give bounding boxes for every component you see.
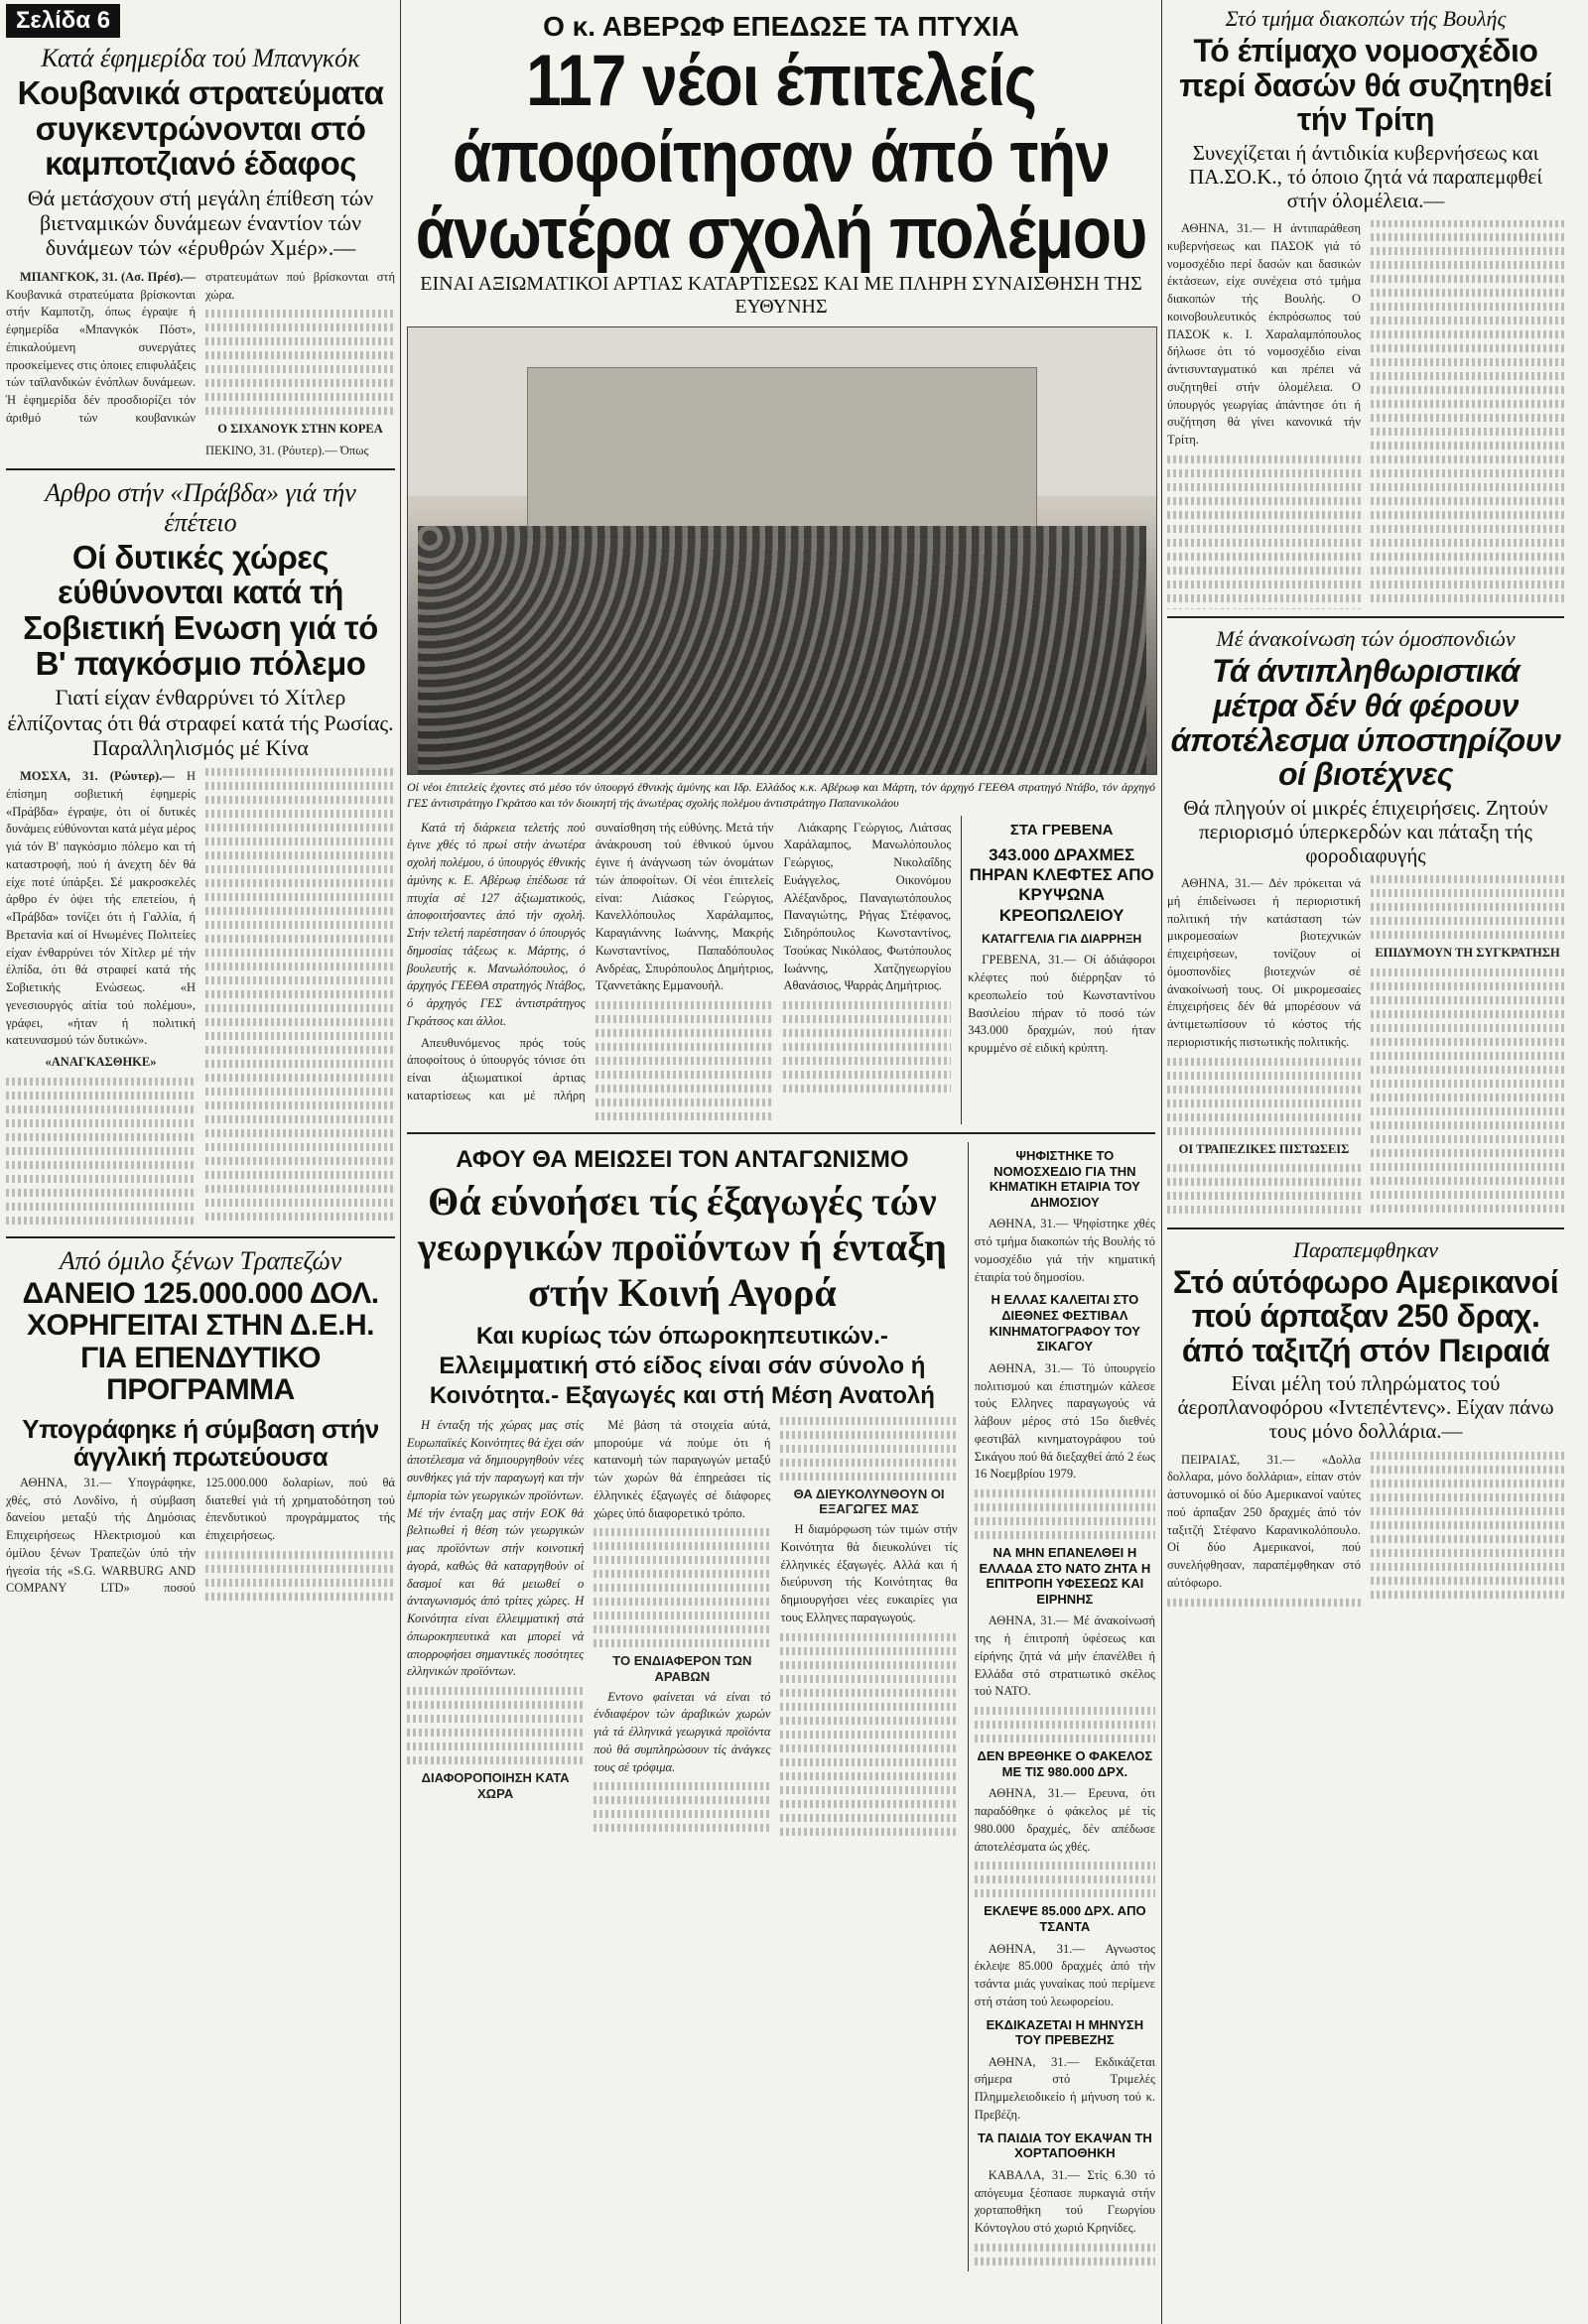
cuba-dateline: ΜΠΑΝΓΚΟΚ, 31. (Ασ. Πρέσ).—: [20, 269, 196, 284]
sihanouk-dateline: ΠΕΚΙΝΟ, 31. (Ρόυτερ).— Όπως: [205, 444, 369, 458]
loan-article: [6, 1475, 395, 1603]
loan-subheadline: Υπογράφηκε ή σύμβαση στήν άγγλική πρωτεύουσα: [22, 1413, 379, 1472]
artisans-body: ΑΘΗΝΑ, 31.— Δέν πρόκειται νά μή έπιδείνωσει ή περιοριστική πολιτική τήν κατάσταση τών μικρομεσαίων βιοτεχνικών έπιχειρήσεων, τονίζουν οί όμοσπονδίες βιοτεχνών σέ άνακοίνωσή τους. Οί μικρομεσαίες έπιχειρήσεις δέν θά μπορέσουν νά άντιμετωπίσουν τό κόστος τής περιοριστικής πιστωτικής πολιτικής.: [1167, 876, 1361, 1049]
grevena-place: ΣΤΑ ΓΡΕΒΕΝΑ: [1009, 821, 1114, 839]
right-column: [1167, 0, 1564, 1613]
vote-body: ΑΘΗΝΑ, 31.— Ψηφίστηκε χθές στό τμήμα διακοπών τής Βουλής τό νομοσχέδιο γιά τήν κηματική έταιρία τού δημοσίου.: [974, 1217, 1155, 1284]
nato-body: ΑΘΗΝΑ, 31.— Μέ άνακοίνωσή της ή έπιτροπή ύφέσεως και είρήνης ζητά νά μήν έπανέλθει ή Ελλάδα στό στρατιωτικό σκέλος τού ΝΑΤΟ.: [974, 1614, 1155, 1699]
sihanouk-subhead: Ο ΣΙΧΑΝΟΥΚ ΣΤΗΝ ΚΟΡΕΑ: [217, 422, 383, 437]
eec-subhead-exports: ΘΑ ΔΙΕΥΚΟΛΥΝΘΟΥΝ ΟΙ ΕΞΑΓΩΓΕΣ ΜΑΣ: [793, 1485, 945, 1517]
eec-body: Η ένταξη τής χώρας μας στίς Ευρωπαϊκές Κοινότητες θά έχει σάν άποτέλεσμα νά δημιουργηθούν νέες συνθήκες γιά τήν παραγωγή και τήν έμπορία τών γεωργικών προϊόντων. Μέ τήν ένταξη μας στήν ΕΟΚ θά βελτιωθεί ή θέση τών γεωργικών μας προϊόντων στήν κοινοτική άγορά, καθώς θά καταργηθούν οί δασμοί και θά μειωθεί ο άνταγωνισμός άπό τρίτες χώρες. Η Κοινότητα είναι έλλειμματική στά όπωροκηπευτικά και μπορεί νά απορροφήσει σημαντικές ποσότητες ελληνικών προϊόντων.: [407, 1417, 585, 1679]
cuba-kicker: Κατά έφημερίδα τού Μπανγκόκ: [41, 44, 360, 72]
piraeus-headline: Στό αύτόφωρο Αμερικανοί πού άρπαξαν 250 δραχ. άπό ταξιτζή στόν Πειραιά: [1172, 1263, 1559, 1368]
eec-kicker: ΑΦΟΥ ΘΑ ΜΕΙΩΣΕΙ ΤΟΝ ΑΝΤΑΓΩΝΙΣΜΟ: [456, 1146, 909, 1174]
preveza-headline: ΕΚΔΙΚΑΖΕΤΑΙ Η ΜΗΝΥΣΗ ΤΟΥ ΠΡΕΒΕΖΗΣ: [986, 2016, 1144, 2048]
grevena-article: [968, 952, 1155, 1058]
artisans-inline-restraint: ΕΠΙΔΥΜΟΥΝ ΤΗ ΣΥΓΚΡΑΤΗΣΗ: [1375, 946, 1560, 961]
vote-headline: ΨΗΦΙΣΤΗΚΕ ΤΟ ΝΟΜΟΣΧΕΔΙΟ ΓΙΑ ΤΗΝ ΚΗΜΑΤΙΚΗ ΕΤΑΙΡΙΑ ΤΟΥ ΔΗΜΟΣΙΟΥ: [989, 1148, 1140, 1210]
averof-headline: 117 νέοι έπιτελείς άποφοίτησαν άπό τήν άνωτέρα σχολή πολέμου: [415, 39, 1147, 275]
averof-subheadline: ΕΙΝΑΙ ΑΞΙΩΜΑΤΙΚΟΙ ΑΡΤΙΑΣ ΚΑΤΑΡΤΙΣΕΩΣ ΚΑΙ ΜΕ ΠΛΗΡΗ ΣΥΝΑΙΣΘΗΣΗ ΤΗΣ ΕΥΘΥΝΗΣ: [420, 273, 1142, 319]
barn-fire-body: ΚΑΒΑΛΑ, 31.— Στίς 6.30 τό απόγευμα ξέσπασε πυρκαγιά στήν χορταποθήκη τού Γεωργίου Κόντογλου στό χωριό Κρηνίδες.: [974, 2167, 1155, 2236]
loan-kicker: Από όμιλο ξένων Τραπεζών: [59, 1246, 342, 1276]
pravda-article: [6, 768, 395, 1228]
bag-theft-body: ΑΘΗΝΑ, 31.— Αγνωστος έκλεψε 85.000 δραχμές άπό τήν τσάντα μιάς γυναίκας πού περίμενε στή στάση τού λεωφορείου.: [974, 1941, 1155, 2008]
pravda-dateline: ΜΟΣΧΑ, 31. (Ρώυτερ).—: [20, 769, 175, 784]
averof-kicker: Ο κ. ΑΒΕΡΩΦ ΕΠΕΔΩΣΕ ΤΑ ΠΤΥΧΙΑ: [543, 11, 1019, 42]
graduates-list-body: Λιάκαρης Γεώργιος, Λιάτσας Χαράλαμπος, Μανωλόπουλος Γεώργιος, Νικολαΐδης Ευάγγελος, Οικονόμου Αλέξανδρος, Παναγιωτόπουλος Παναγιώτης, Ρήγας Στέφανος, Σιδηρόπουλος Κωνσταντίνος, Τσούκας Νικόλαος, Φωτόπουλος Ιωάννης, Χατζηγεωργίου Αθανάσιος, Ψαρράς Δημήτριος.: [783, 820, 952, 993]
pravda-inline-head: «ΑΝΑΓΚΑΣΘΗΚΕ»: [45, 1055, 157, 1070]
grevena-subhead: ΚΑΤΑΓΓΕΛΙΑ ΓΙΑ ΔΙΑΡΡΗΞΗ: [982, 932, 1142, 947]
nato-headline: ΝΑ ΜΗΝ ΕΠΑΝΕΛΘΕΙ Η ΕΛΛΑΔΑ ΣΤΟ ΝΑΤΟ ΖΗΤΑ Η ΕΠΙΤΡΟΠΗ ΥΦΕΣΕΩΣ ΚΑΙ ΕΙΡΗΝΗΣ: [979, 1545, 1151, 1607]
barn-fire-headline: ΤΑ ΠΑΙΔΙΑ ΤΟΥ ΕΚΑΨΑΝ ΤΗ ΧΟΡΤΑΠΟΘΗΚΗ: [977, 2130, 1152, 2161]
eec-subhead-countries: ΔΙΑΦΟΡΟΠΟΙΗΣΗ ΚΑΤΑ ΧΩΡΑ: [421, 1770, 570, 1801]
cuba-headline: Κουβανικά στρατεύματα συγκεντρώνονται στό καμποτζιανό έδαφος: [17, 74, 384, 183]
column-rule-left: [400, 0, 401, 2324]
graduates-photo: [407, 326, 1157, 775]
cuba-subheadline: Θά μετάσχουν στή μεγάλη έπίθεση τών βιετναμικών δυνάμεων έναντίον τών δυνάμεων τών «έρυθρών Χμέρ».—: [27, 185, 374, 261]
pravda-headline: Οί δυτικές χώρες εύθύνονται κατά τή Σοβιετική Ενωση γιά τό Β' παγκόσμιο πόλεμο: [23, 538, 378, 682]
forests-subheadline: Συνεχίζεται ή άντιδικία κυβερνήσεως και ΠΑ.ΣΟ.Κ., τό όποιο ζητά νά παραπεμφθεί στήν όλομέλεια.—: [1188, 140, 1543, 212]
forests-article: [1167, 220, 1564, 608]
piraeus-body: ΠΕΙΡΑΙΑΣ, 31.— «Δολλα δολλαρα, μόνο δολλάρια», είπαν στόν άστυνομικό οί δύο Αμερικανοί ναύτες πού άρπαξαν 250 δραχμές άπό τόν ταξιτζή Στέφανο Καρανικολόπουλο. Οί δύο Αμερικανοί, πού συνελήφθησαν, παραπέμφθηκαν στό αύτόφωρο.: [1167, 1452, 1361, 1590]
artisans-kicker: Μέ άνακοίνωση τών όμοσπονδιών: [1216, 626, 1516, 652]
cuba-article: [6, 269, 395, 460]
averof-body-mid: Απευθυνόμενος πρός τούς άποφοίτους ό ύπουργός τόνισε ότι είναι άξιωματικοί άρτιας καταρτίσεως και μέ πλήρη συναίσθηση τής εύθύνης. Μετά τήν άνάκρουση τού έθνικού ύμνου έγινε ή άνάγνωση τών όνομάτων τών άποφοίτων. Οί νέοι έπιτελείς είναι: Λιάσκος Γεώργιος, Κανελλόπουλος Χαράλαμπος, Καραγιάννης Ιωάννης, Μακρής Κωνσταντίνος, Παπαδόπουλος Ανδρέας, Σπυρόπουλος Δημήτριος, Τζαννετάκης Εμμανουήλ.: [407, 820, 774, 1102]
averof-body-left: Κατά τή διάρκεια τελετής πού έγινε χθές τό πρωί στήν άνωτέρα σχολή πολέμου, ό ύπουργός έθνικής άμύνης κ. Ε. Αβέρωφ έπέδωσε τά πτυχία σέ 127 άξιωματικούς, άποφοιτήσαντες άπό τήν σχολή. Στήν τελετή παρέστησαν ό ύπουργός δημοσίας τάξεως κ. Μάρτης, ό βουλευτής κ. Μανωλόπουλος, ό άρχηγός ΓΕΕΘΑ στρατηγός Ντάβος, ό άρχηγός ΓΕΣ άντιστράτηγος Γκράτσος και άλλοι.: [407, 820, 586, 1028]
piraeus-subheadline: Είναι μέλη τού πληρώματος τού άεροπλανοφόρου «Ιντεπέντενς». Είχαν πάνω τους μόνο δολλάρια.—: [1177, 1371, 1554, 1444]
cuba-body: Κουβανικά στρατεύματα βρίσκονται στήν Καμποτζη, όπως έγραψε ή έφημερίδα «Μπανγκόκ Πόστ», έπικαλούμενη συνεργάτες προσκείμενες στις όποιες επιφυλάξεις τών ταϊλανδικών ένόπλων δυνάμεων. Ή έφημερίδα δέν προσδιορίζει τόν άριθμό τών κουβανικών στρατευμάτων πού βρίσκονται στή χώρα.: [6, 269, 395, 425]
chicago-body: ΑΘΗΝΑ, 31.— Τό ύπουργείο πολιτισμού και έπιστημών κάλεσε τούς Ελληνες παραγωγούς νά λάβουν μέρος στό 15ο διεθνές φεστιβάλ κινηματογράφου τού Σικάγου πού θά διεξαχθεί άπό 2 έως 16 Νοεμβρίου 1979.: [974, 1360, 1155, 1482]
graduates-photo-caption: Οί νέοι έπιτελείς έχοντες στό μέσο τόν ύπουργό έθνικής άμύνης και Ιδρ. Ελλάδος κ.κ. Αβέρωφ και Μάρτη, τόν άρχηγό ΓΕΕΘΑ στρατηγό Ντάβο, τόν άρχηγό ΓΕΣ άντιστράτηγο Γκράτσο και τόν διοικητή τής άνωτέρας σχολής πολέμου άντιστράτηγο Παπανικολάου: [407, 780, 1155, 811]
piraeus-kicker: Παραπεμφθηκαν: [1292, 1236, 1439, 1262]
graduates-list: [783, 820, 951, 1094]
grevena-headline: 343.000 ΔΡΑΧΜΕΣ ΠΗΡΑΝ ΚΛΕΦΤΕΣ ΑΠΟ ΚΡΥΨΩΝΑ ΚΡΕΟΠΩΛΕΙΟΥ: [969, 844, 1154, 925]
averof-article: [407, 820, 773, 1121]
forests-headline: Τό έπίμαχο νομοσχέδιο περί δασών θά συζητηθεί τήν Τρίτη: [1179, 33, 1552, 138]
artisans-subheadline: Θά πληγούν οί μικρές έπιχειρήσεις. Ζητούν περιορισμό ύπερκερδών και πάταξη τής φοροδιαφυγής: [1183, 795, 1548, 867]
eec-arabs-body: Εντονο φαίνεται νά είναι τό ένδιαφέρον τών άραβικών χωρών γιά τά έλληνικά γεωργικά προϊόντα πού θά συμπληρώσουν τίς άνάγκες τους σέ τρόφιμα.: [594, 1689, 771, 1774]
piraeus-article: [1167, 1452, 1564, 1609]
pravda-subheadline: Γιατί είχαν ένθαρρύνει τό Χίτλερ έλπίζοντας ότι θά στραφεί κατά τής Ρωσίας. Παραλληλισμός μέ Κίνα: [7, 685, 394, 760]
center-column: [407, 0, 1155, 2271]
column-rule-right: [1161, 0, 1162, 2324]
forests-body: ΑΘΗΝΑ, 31.— Η άντιπαράθεση κυβερνήσεως και ΠΑΣΟΚ γιά τό νομοσχέδιο περί δασών και δασικών έκτάσεων, είχε συνέχεια στό τμήμα διακοπών τής Βουλής. Ο κοινοβουλευτικός έκπρόσωπος τού ΠΑΣΟΚ κ. Ι. Χαραλαμπόπουλος δήλωσε ότι τό νομοσχέδιο είναι άντισυνταγματικό και πρέπει νά συζητηθεί στήν όλομέλεια. Ο ύπουργός γεωργίας άπάντησε ότι ή συζήτηση θά γίνει κανονικά τήν Τρίτη.: [1167, 221, 1361, 448]
eec-exports-body: Η διαμόρφωση τών τιμών στήν Κοινότητα θά διευκολύνει τίς έλληνικές έξαγωγές. Αλλά και ή διεύρυνση τής Κοινότητας θα δημιουργήσει νέες ευκαιρίες για τους Ελληνες παραγωγούς.: [780, 1522, 958, 1624]
artisans-article: [1167, 875, 1564, 1220]
eec-article: [407, 1417, 958, 1836]
forests-kicker: Στό τμήμα διακοπών τής Βουλής: [1225, 6, 1507, 31]
page-label: Σελίδα 6: [6, 4, 120, 38]
eec-subhead-arabs: ΤΟ ΕΝΔΙΑΦΕΡΟΝ ΤΩΝ ΑΡΑΒΩΝ: [612, 1653, 752, 1684]
artisans-headline: Τά άντιπληθωριστικά μέτρα δέν θά φέρουν άποτέλεσμα ύποστηρίζουν οί βιοτέχνες: [1170, 653, 1561, 793]
eec-subheadline: Και κυρίως τών όπωροκηπευτικών.- Ελλειμματική στό είδος είναι σάν σύνολο ή Κοινότητα.- Εξαγωγές και στή Μέση Ανατολή: [429, 1322, 935, 1409]
left-column: [6, 0, 395, 1606]
artisans-inline-credit: ΟΙ ΤΡΑΠΕΖΙΚΕΣ ΠΙΣΤΩΣΕΙΣ: [1178, 1141, 1350, 1156]
envelope-body: ΑΘΗΝΑ, 31.— Ερευνα, ότι παραδόθηκε ό φάκελος μέ τίς 980.000 δραχμές, δέν απέδωσε άποτελέσματα ώς χθές.: [974, 1786, 1155, 1854]
eec-countries-body: Μέ βάση τά στοιχεία αύτά, μπορούμε νά πούμε ότι ή κατανομή τών παραγωγών μεταξύ τών χωρών θά έπηρεάσει τίς έλληνικές έξαγωγές σέ διάφορες χώρες ύπό διαφορετικό τρόπο.: [594, 1417, 771, 1520]
loan-body: ΑΘΗΝΑ, 31.— Υπογράφηκε, χθές, στό Λονδίνο, ή σύμβαση δανείου μεταξύ τής Δημόσιας Επιχειρήσεως Ηλεκτρισμού και όμίλου ξένων Τραπεζών ύπό τήν ήγεσία τής «S.G. WARBURG AND COMPANY LTD» ποσού 125.000.000 δολαρίων, πού θά διατεθεί γιά τή χρηματοδότηση τού έπενδυτικού προγράμματος τής έπιχειρήσεως.: [6, 1475, 395, 1596]
chicago-headline: Η ΕΛΛΑΣ ΚΑΛΕΙΤΑΙ ΣΤΟ ΔΙΕΘΝΕΣ ΦΕΣΤΙΒΑΛ ΚΙΝΗΜΑΤΟΓΡΑΦΟΥ ΤΟΥ ΣΙΚΑΓΟΥ: [989, 1292, 1140, 1355]
pravda-kicker: Αρθρο στήν «Πράβδα» γιά τήν έπέτειο: [45, 477, 356, 537]
preveza-body: ΑΘΗΝΑ, 31.— Εκδικάζεται σήμερα στό Τριμελές Πλημμελειοδικείο ή μήνυση τού κ. Πρεβέζη.: [974, 2054, 1155, 2122]
grevena-body: ΓΡΕΒΕΝΑ, 31.— Οί άδιάφοροι κλέφτες πού διέρρηξαν τό κρεοπωλείο τού Κωνσταντίνου Βασιλείου πήραν τό ποσό τών 343.000 δραχμών, πού ήταν κρυμμένο σέ ειδική κρύπτη.: [968, 953, 1155, 1056]
envelope-headline: ΔΕΝ ΒΡΕΘΗΚΕ Ο ΦΑΚΕΛΟΣ ΜΕ ΤΙΣ 980.000 ΔΡΧ.: [977, 1748, 1153, 1779]
loan-headline: ΔΑΝΕΙΟ 125.000.000 ΔΟΛ. ΧΟΡΗΓΕΙΤΑΙ ΣΤΗΝ Δ.Ε.Η. ΓΙΑ ΕΠΕΝΔΥΤΙΚΟ ΠΡΟΓΡΑΜΜΑ: [22, 1277, 379, 1407]
eec-headline: Θά εύνοήσει τίς έξαγωγές τών γεωργικών προϊόντων ή ένταξη στήν Κοινή Αγορά: [417, 1178, 947, 1315]
bag-theft-headline: ΕΚΛΕΨΕ 85.000 ΔΡΧ. ΑΠΟ ΤΣΑΝΤΑ: [984, 1903, 1146, 1934]
pravda-body: Η έπίσημη σοβιετική έφημερίς «Πράβδα» έγραψε, ότι οί δυτικές δυνάμεις εύθύνονται κατά μέγα μέρος γιά τόν Β' παγκόσμιο πόλεμο και τή καταστροφή, πού ή άνεχτη δέν θά είχε ποτέ ύπάρξει. Σέ μακροσκελές άρθρο έν όψει τής επετείου, ή «Πράβδα» τονίζει ότι ή Γαλλία, ή Βρετανία καί οί Ηνωμένες Πολιτείες είχαν ένθαρρύνει τόν Χίτλερ μέ τήν έλπίδα, ότι θά στραφεί κατά τής Σοβιετικής Ενώσεως. «Η γενεσιουργός αίτία τού πολέμου», γράφει, «ήταν ή πολιτική κατευνασμού τών δυτικών».: [6, 769, 196, 1048]
